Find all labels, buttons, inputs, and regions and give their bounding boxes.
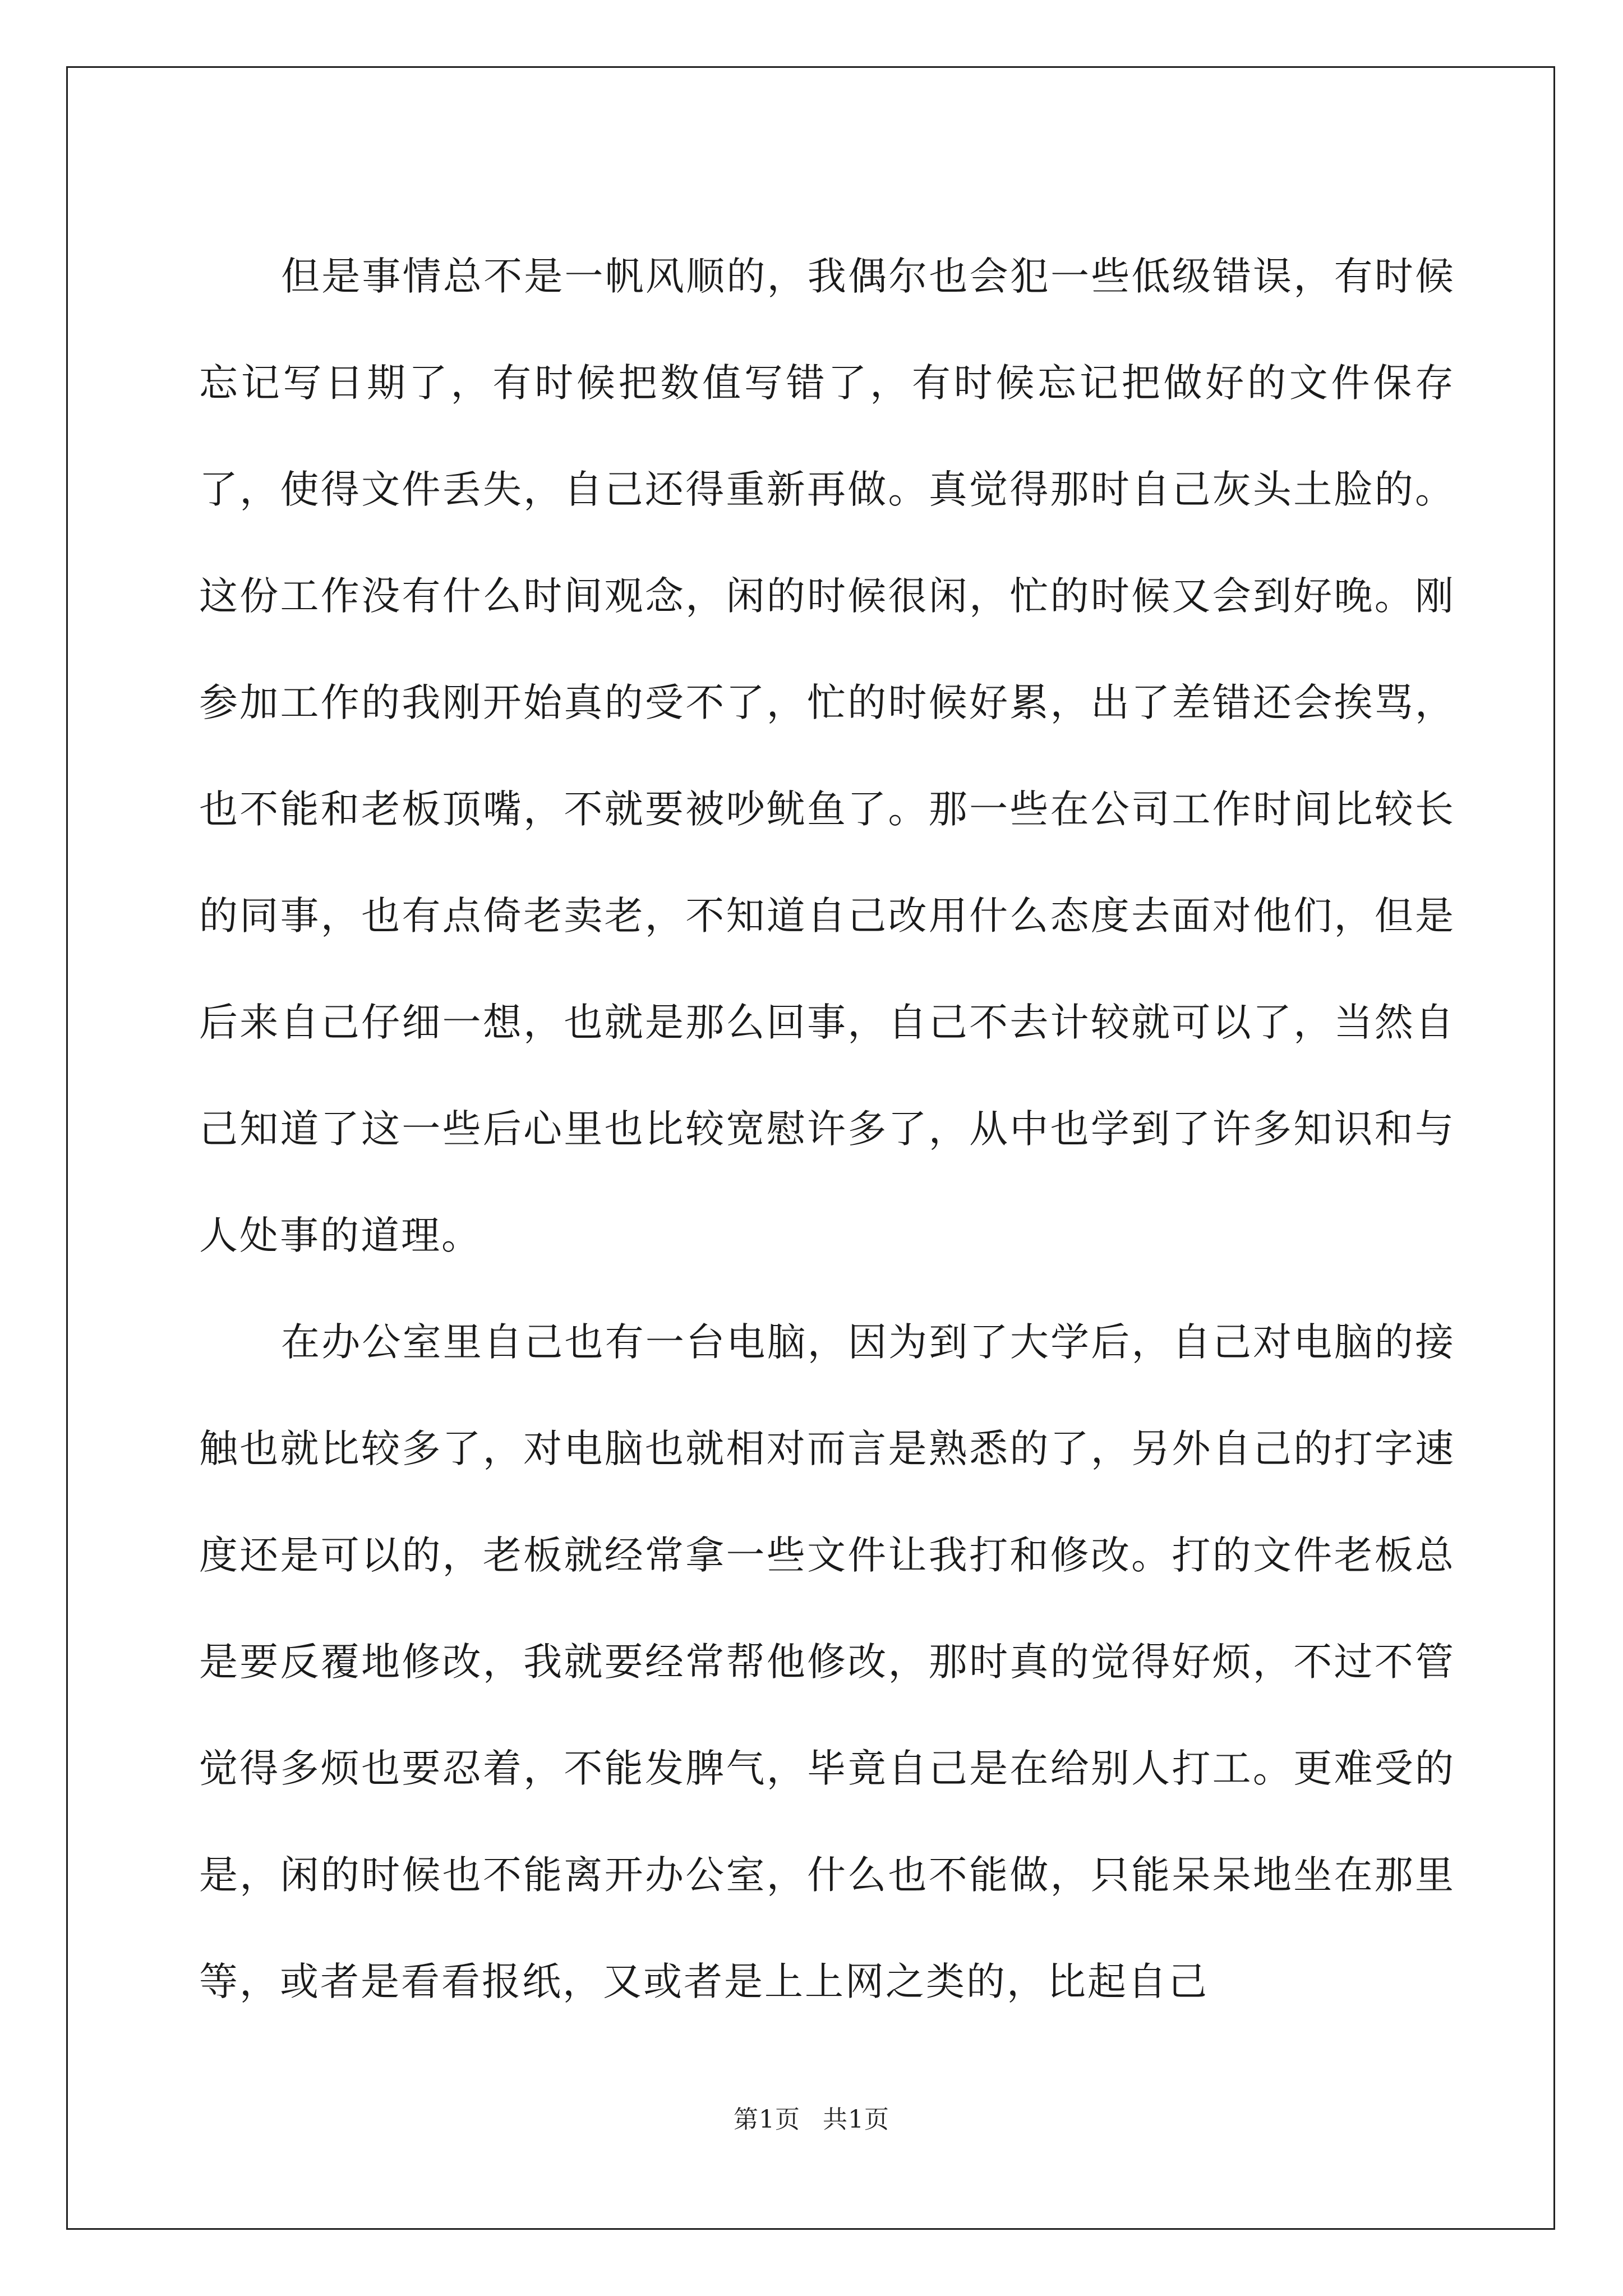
document-body <box>199 223 1455 2035</box>
page-number-current: 第1页 <box>734 2105 800 2134</box>
page-number-total: 共1页 <box>823 2105 889 2134</box>
paragraph-1: 但是事情总不是一帆风顺的，我偶尔也会犯一些低级错误，有时候忘记写日期了，有时候把数值写错了，有时候忘记把做好的文件保存了，使得文件丢失，自己还得重新再做。真觉得那时自己灰头土脸的。这份工作没有什么时间观念，闲的时候很闲，忙的时候又会到好晚。刚参加工作的我刚开始真的受不了，忙的时候好累，出了差错还会挨骂，也不能和老板顶嘴，不就要被吵鱿鱼了。那一些在公司工作时间比较长的同事，也有点倚老卖老，不知道自己改用什么态度去面对他们，但是后来自己仔细一想，也就是那么回事，自己不去计较就可以了，当然自己知道了这一些后心里也比较宽慰许多了，从中也学到了许多知识和与人处事的道理。 <box>199 254 1455 1258</box>
page-footer <box>0 2099 1623 2135</box>
paragraph-2: 在办公室里自己也有一台电脑，因为到了大学后，自己对电脑的接触也就比较多了，对电脑也就相对而言是熟悉的了，另外自己的打字速度还是可以的，老板就经常拿一些文件让我打和修改。打的文件老板总是要反覆地修改，我就要经常帮他修改，那时真的觉得好烦，不过不管觉得多烦也要忍着，不能发脾气，毕竟自己是在给别人打工。更难受的是，闲的时候也不能离开办公室，什么也不能做，只能呆呆地坐在那里等，或者是看看报纸，又或者是上上网之类的，比起自己 <box>199 1320 1455 2004</box>
